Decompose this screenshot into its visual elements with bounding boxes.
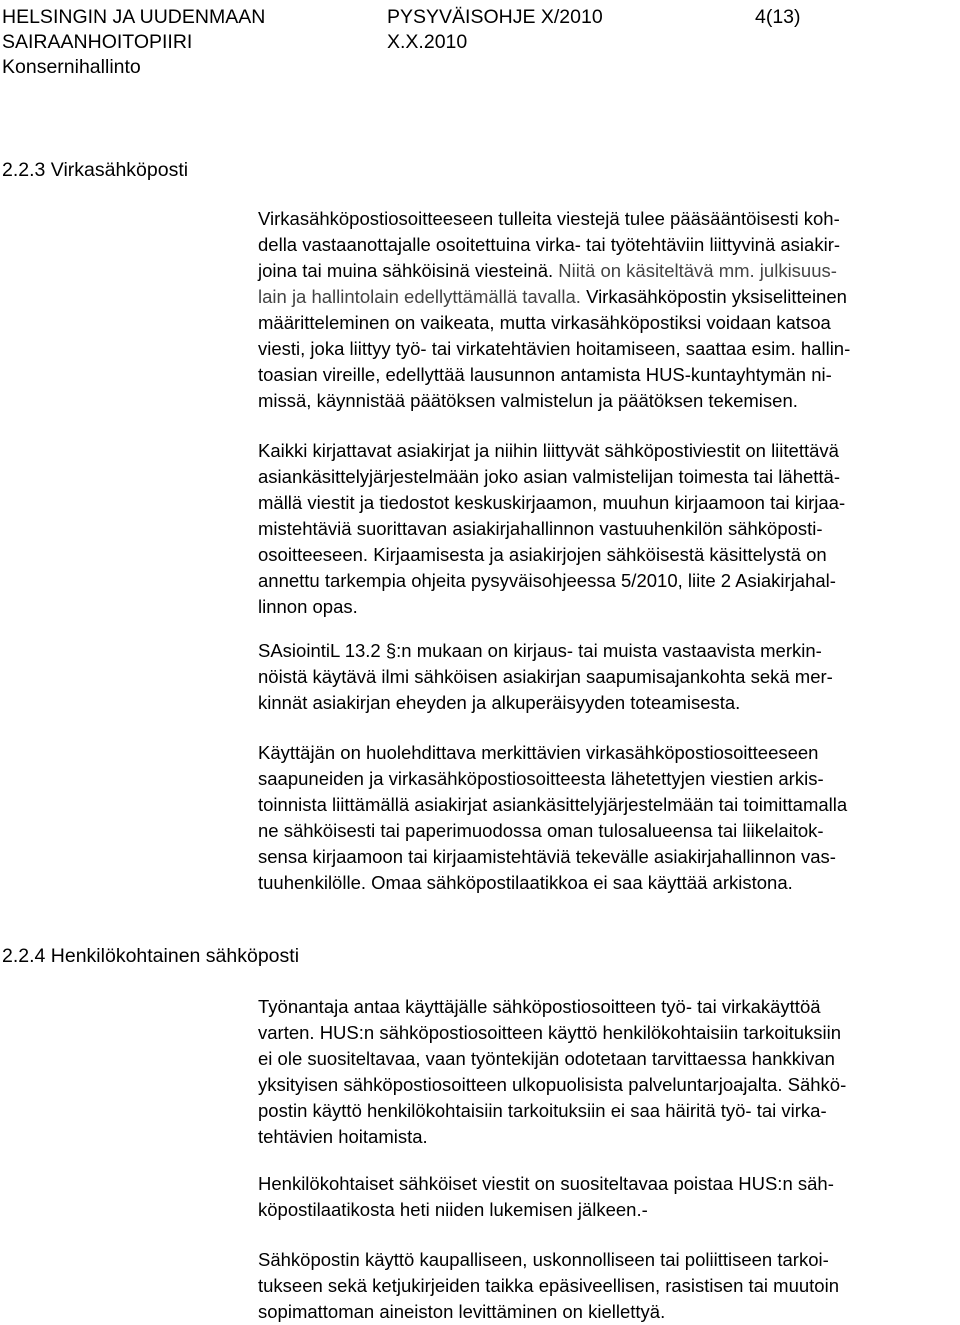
- text-line: Kaikki kirjattavat asiakirjat ja niihin liittyvät sähköpostiviestit on liitettävä: [258, 440, 839, 461]
- document-title: PYSYVÄISOHJE X/2010: [387, 6, 603, 28]
- text-line: köpostilaatikosta heti niiden lukemisen jälkeen.-: [258, 1199, 648, 1220]
- text-line: tehtävien hoitamista.: [258, 1126, 428, 1147]
- text-line: toinnista liittämällä asiakirjat asiankäsittelyjärjestelmään tai toimittamalla: [258, 794, 848, 815]
- paragraph: [258, 740, 847, 896]
- organization-name-line1: HELSINGIN JA UUDENMAAN: [2, 6, 266, 28]
- text-line: tukseen sekä ketjukirjeiden taikka epäsiveellisen, rasistisen tai muutoin: [258, 1275, 839, 1296]
- text-line: kinnät asiakirjan eheyden ja alkuperäisyyden toteamisesta.: [258, 692, 741, 713]
- text-line: [258, 284, 850, 310]
- text-line: Virkasähköpostiosoitteeseen tulleita viestejä tulee pääsääntöisesti koh-: [258, 208, 840, 229]
- text-line: ne sähköisesti tai paperimuodossa oman tulosalueensa tai liikelaitok-: [258, 820, 824, 841]
- text-span: lain ja hallintolain edellyttämällä tavalla.: [258, 286, 587, 307]
- text-line: varten. HUS:n sähköpostiosoitteen käyttö henkilökohtaisiin tarkoituksiin: [258, 1022, 842, 1043]
- text-line: nöistä käytävä ilmi sähköisen asiakirjan saapumisajankohta sekä mer-: [258, 666, 833, 687]
- text-line: della vastaanottajalle osoitettuina virka- tai työtehtäviin liittyvinä asiakir-: [258, 234, 841, 255]
- text-line: SAsiointiL 13.2 §:n mukaan on kirjaus- tai muista vastaavista merkin-: [258, 640, 822, 661]
- paragraph: [258, 1247, 839, 1325]
- section-heading: 2.2.4 Henkilökohtainen sähköposti: [2, 945, 300, 967]
- document-date: X.X.2010: [387, 31, 468, 53]
- text-line: Työnantaja antaa käyttäjälle sähköpostiosoitteen työ- tai virkakäyttöä: [258, 996, 821, 1017]
- page-number: 4(13): [755, 6, 801, 28]
- text-line: mällä viestit ja tiedostot keskuskirjaamon, muuhun kirjaamoon tai kirjaa-: [258, 492, 846, 513]
- paragraph: [258, 206, 850, 414]
- text-span: Niitä on käsiteltävä mm. julkisuus-: [558, 260, 837, 281]
- text-line: toasian vireille, edellyttää lausunnon antamista HUS-kuntayhtymän ni-: [258, 364, 832, 385]
- text-line: määritteleminen on vaikeata, mutta virkasähköpostiksi voidaan katsoa: [258, 312, 831, 333]
- text-span: joina tai muina sähköisinä viesteinä.: [258, 260, 559, 281]
- paragraph: [258, 1171, 834, 1223]
- text-line: yksityisen sähköpostiosoitteen ulkopuolisista palveluntarjoajalta. Sähkö-: [258, 1074, 847, 1095]
- organization-unit: Konsernihallinto: [2, 56, 141, 78]
- text-line: Käyttäjän on huolehdittava merkittävien virkasähköpostiosoitteeseen: [258, 742, 819, 763]
- paragraph: [258, 994, 846, 1150]
- text-line: ei ole suositeltavaa, vaan työntekijän odotetaan tarvittaessa hankkivan: [258, 1048, 835, 1069]
- text-line: [258, 258, 850, 284]
- text-line: sensa kirjaamoon tai kirjaamistehtäviä tekevälle asiakirjahallinnon vas-: [258, 846, 836, 867]
- organization-name-line2: SAIRAANHOITOPIIRI: [2, 31, 193, 53]
- text-line: sopimattoman aineiston levittäminen on kiellettyä.: [258, 1301, 666, 1322]
- text-line: missä, käynnistää päätöksen valmistelun ja päätöksen tekemisen.: [258, 390, 798, 411]
- text-line: asiankäsittelyjärjestelmään joko asian valmistelijan toimesta tai lähettä-: [258, 466, 841, 487]
- paragraph: [258, 638, 833, 716]
- text-line: mistehtäviä suorittavan asiakirjahallinnon vastuuhenkilön sähköposti-: [258, 518, 823, 539]
- text-span: Virkasähköpostin yksiselitteinen: [586, 286, 847, 307]
- text-line: postin käyttö henkilökohtaisiin tarkoituksiin ei saa häiritä työ- tai virka-: [258, 1100, 827, 1121]
- text-line: viesti, joka liittyy työ- tai virkatehtävien hoitamiseen, saattaa esim. hallin-: [258, 338, 851, 359]
- text-line: annettu tarkempia ohjeita pysyväisohjeessa 5/2010, liite 2 Asiakirjahal-: [258, 570, 836, 591]
- text-line: osoitteeseen. Kirjaamisesta ja asiakirjojen sähköisestä käsittelystä on: [258, 544, 827, 565]
- section-heading: 2.2.3 Virkasähköposti: [2, 159, 189, 181]
- text-line: tuuhenkilölle. Omaa sähköpostilaatikkoa ei saa käyttää arkistona.: [258, 872, 793, 893]
- text-line: linnon opas.: [258, 596, 358, 617]
- text-line: Henkilökohtaiset sähköiset viestit on suositeltavaa poistaa HUS:n säh-: [258, 1173, 834, 1194]
- text-line: saapuneiden ja virkasähköpostiosoitteesta lähetettyjen viestien arkis-: [258, 768, 824, 789]
- paragraph: [258, 438, 845, 620]
- text-line: Sähköpostin käyttö kaupalliseen, uskonnolliseen tai poliittiseen tarkoi-: [258, 1249, 829, 1270]
